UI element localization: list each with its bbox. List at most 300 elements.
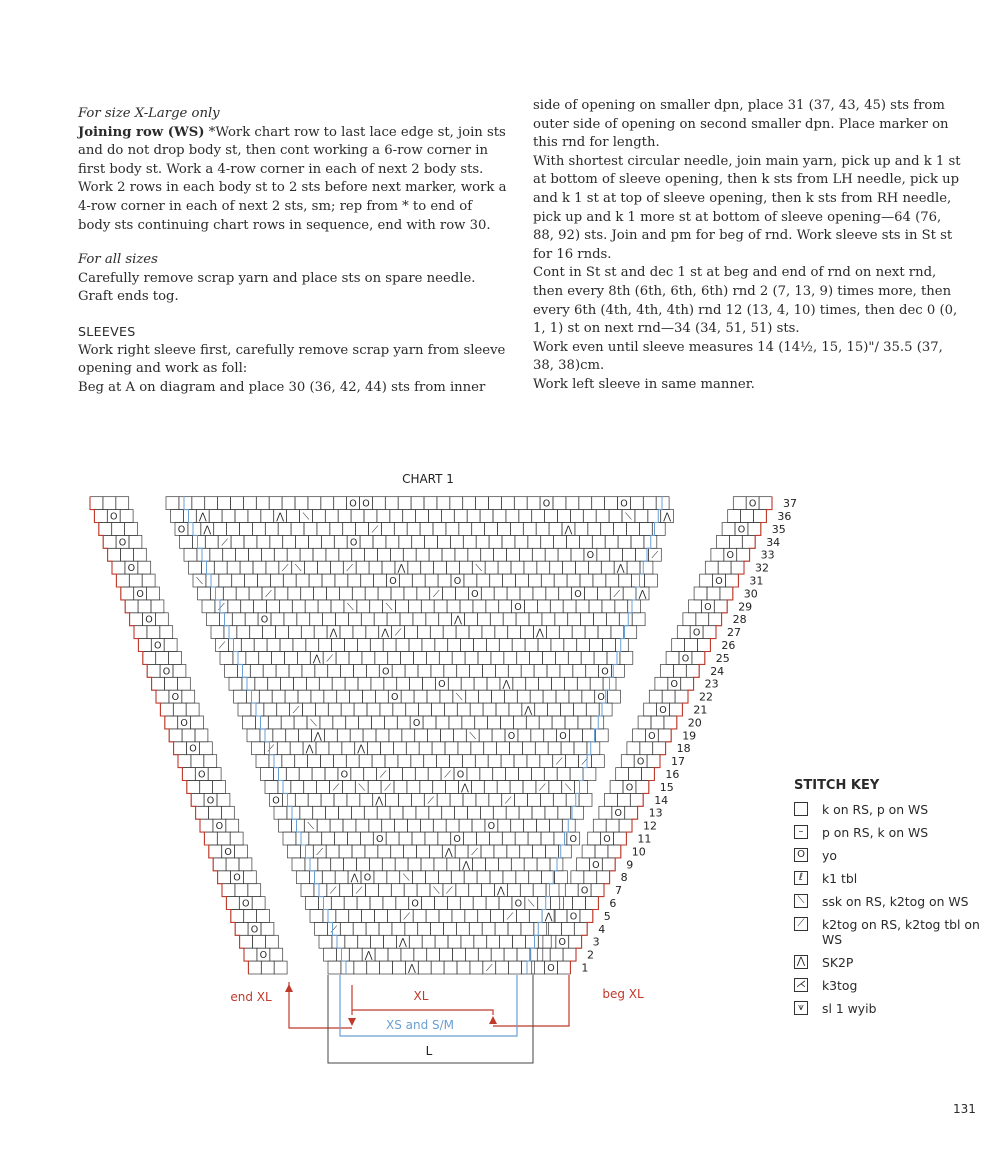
chart-cell <box>498 561 511 574</box>
row-number: 25 <box>715 651 730 665</box>
chart-cell <box>405 626 418 639</box>
chart-cell <box>520 845 533 858</box>
chart-cell <box>590 677 603 690</box>
chart-cell <box>643 497 656 510</box>
chart-cell <box>438 574 451 587</box>
chart-cell <box>576 600 589 613</box>
chart-cell <box>398 755 411 768</box>
chart-cell <box>408 819 421 832</box>
chart-cell <box>351 510 364 523</box>
chart-cell <box>272 652 285 665</box>
chart-cell <box>226 819 239 832</box>
chart-cell <box>331 600 344 613</box>
chart-cell <box>547 664 560 677</box>
chart-cell <box>578 716 591 729</box>
chart-cell <box>99 523 112 536</box>
stitch-symbol: ⟋ <box>332 782 340 794</box>
chart-cell <box>321 535 334 548</box>
chart-cell <box>309 871 322 884</box>
chart-cell <box>378 845 391 858</box>
chart-cell <box>414 652 427 665</box>
chart-cell <box>720 587 733 600</box>
chart-cell <box>261 922 274 935</box>
stitch-symbol: ⟋ <box>504 795 512 807</box>
chart-cell <box>165 716 178 729</box>
stitch-symbol: ⋀ <box>397 563 406 575</box>
chart-cell <box>333 755 346 768</box>
chart-cell <box>508 664 521 677</box>
chart-cell <box>325 510 338 523</box>
chart-cell <box>369 819 382 832</box>
chart-cell <box>700 574 713 587</box>
chart-cell <box>255 677 268 690</box>
chart-cell <box>221 806 234 819</box>
chart-cell <box>433 819 446 832</box>
chart-cell <box>588 561 601 574</box>
chart-cell <box>488 755 501 768</box>
chart-cell <box>218 497 231 510</box>
chart-cell <box>575 781 588 794</box>
chart-cell <box>417 626 430 639</box>
chart-cell <box>461 677 474 690</box>
right-text-column <box>533 97 963 395</box>
chart-cell <box>396 897 409 910</box>
chart-cell <box>465 910 478 923</box>
chart-cell <box>273 768 286 781</box>
chart-cell <box>737 548 750 561</box>
stitch-symbol: ⟍ <box>564 782 572 794</box>
chart-cell <box>408 561 421 574</box>
chart-cell <box>253 935 266 948</box>
stitch-symbol: O <box>177 524 186 536</box>
chart-cell <box>504 690 517 703</box>
chart-cell <box>237 664 250 677</box>
chart-cell <box>527 755 540 768</box>
chart-cell <box>571 871 584 884</box>
chart-cell <box>261 961 274 974</box>
chart-cell <box>224 626 237 639</box>
chart-cell <box>447 600 460 613</box>
chart-cell <box>722 523 735 536</box>
chart-cell <box>491 652 504 665</box>
chart-cell <box>394 781 407 794</box>
chart-cell <box>473 858 486 871</box>
chart-cell <box>427 948 440 961</box>
stitch-symbol: O <box>737 524 746 536</box>
chart-cell <box>538 639 551 652</box>
chart-cell <box>138 561 151 574</box>
chart-cell <box>472 523 485 536</box>
key-label: k on RS, p on WS <box>822 802 929 817</box>
chart-cell <box>580 910 593 923</box>
chart-cell <box>244 948 257 961</box>
chart-cell <box>460 897 473 910</box>
chart-cell <box>435 935 448 948</box>
chart-cell <box>524 858 537 871</box>
chart-cell <box>182 690 195 703</box>
row-number: 35 <box>771 522 786 536</box>
chart-cell <box>220 652 233 665</box>
chart-cell <box>476 535 489 548</box>
chart-cell <box>644 703 657 716</box>
chart-cell <box>555 871 568 884</box>
stitch-symbol: ⟋ <box>444 769 451 781</box>
chart-cell <box>561 742 574 755</box>
sleeve-paragraph-3: Cont in St st and dec 1 st at beg and end of rnd on next rnd, then every 8th (6th, 6th, 6th) rnd 2 (7, 13, 9) times more, then every 6th (4th, 4th, 4th) rnd 12 (13, 4, 10) times, then dec 0 (0, 1, 1) st on next rnd—34 (34, 51, 51) sts. <box>533 265 958 337</box>
chart-cell <box>537 561 550 574</box>
chart-cell <box>517 690 530 703</box>
stitch-symbol: ⋀ <box>462 859 471 871</box>
chart-cell <box>409 639 422 652</box>
chart-cell <box>681 677 694 690</box>
chart-cell <box>649 690 662 703</box>
chart-cell <box>317 523 330 536</box>
chart-cell <box>360 832 373 845</box>
chart-cell <box>638 716 651 729</box>
chart-cell <box>493 510 506 523</box>
chart-cell <box>201 561 214 574</box>
chart-cell <box>375 652 388 665</box>
chart-cell <box>125 523 138 536</box>
chart-cell <box>717 535 730 548</box>
chart-cell <box>371 935 384 948</box>
stitch-symbol: O <box>438 679 446 691</box>
chart-cell <box>571 806 584 819</box>
chart-cell <box>323 910 336 923</box>
chart-cell <box>647 755 660 768</box>
chart-cell <box>278 523 291 536</box>
chart-cell <box>438 535 451 548</box>
chart-cell <box>467 510 480 523</box>
chart-cell <box>302 664 315 677</box>
chart-cell <box>202 600 215 613</box>
chart-cell <box>606 613 619 626</box>
chart-cell <box>326 845 339 858</box>
stitch-symbol: ⟋ <box>316 846 324 858</box>
chart-cell <box>231 497 244 510</box>
chart-cell <box>582 690 595 703</box>
chart-cell <box>324 948 337 961</box>
chart-cell <box>321 793 334 806</box>
chart-cell <box>573 703 586 716</box>
stitch-symbol: O <box>362 498 370 510</box>
chart-cell <box>446 781 459 794</box>
chart-cell <box>546 587 559 600</box>
chart-cell <box>304 781 317 794</box>
chart-cell <box>586 703 599 716</box>
chart-cell <box>555 613 568 626</box>
chart-cell <box>346 755 359 768</box>
chart-cell <box>435 639 448 652</box>
chart-cell <box>339 587 352 600</box>
chart-cell <box>440 948 453 961</box>
chart-cell <box>478 652 491 665</box>
chart-cell <box>235 884 248 897</box>
stitch-symbol: O <box>259 950 268 962</box>
xs-sm-outline-right <box>527 497 662 974</box>
chart-cell <box>648 510 661 523</box>
chart-cell <box>180 535 193 548</box>
chart-cell <box>129 574 142 587</box>
chart-cell <box>250 664 263 677</box>
row-number: 33 <box>760 548 775 562</box>
stitch-symbol: O <box>363 872 372 884</box>
stitch-symbol: ⟋ <box>539 782 546 794</box>
chart-cell <box>222 884 235 897</box>
chart-cell <box>614 832 627 845</box>
chart-cell <box>271 613 284 626</box>
chart-cell <box>741 510 754 523</box>
chart-cell <box>471 781 484 794</box>
chart-cell <box>489 497 502 510</box>
chart-cell <box>461 639 474 652</box>
chart-cell <box>267 600 280 613</box>
stitch-symbol: ⟋ <box>346 563 354 575</box>
chart-cell <box>482 626 495 639</box>
stitch-symbol: ⟋ <box>379 769 387 781</box>
chart-cell <box>532 510 545 523</box>
stitch-symbol: O <box>726 550 734 562</box>
stitch-symbol: ⋀ <box>544 911 553 923</box>
stitch-symbol: ⟋ <box>432 588 440 600</box>
chart-cell <box>385 497 398 510</box>
chart-cell <box>112 561 125 574</box>
chart-cell <box>357 600 370 613</box>
stitch-symbol: ⋀ <box>312 653 321 665</box>
chart-cell <box>519 806 532 819</box>
stitch-symbol: ⋀ <box>663 511 672 523</box>
stitch-symbol: ⟋ <box>651 550 659 562</box>
chart-cell <box>179 497 192 510</box>
chart-cell <box>283 535 296 548</box>
chart-cell <box>227 561 240 574</box>
chart-cell <box>352 587 365 600</box>
chart-cell <box>321 497 334 510</box>
chart-cell <box>464 832 477 845</box>
stitch-symbol: ⟋ <box>221 537 228 549</box>
chart-cell <box>253 561 266 574</box>
chart-cell <box>567 574 580 587</box>
row-number: 19 <box>682 729 697 743</box>
chart-cell <box>489 832 502 845</box>
chart-cell <box>340 626 353 639</box>
chart-cell <box>235 510 248 523</box>
chart-cell <box>308 793 321 806</box>
chart-cell <box>609 510 622 523</box>
chart-cell <box>324 729 337 742</box>
chart-cell <box>504 652 517 665</box>
chart-cell <box>412 832 425 845</box>
chart-cell <box>564 639 577 652</box>
chart-cell <box>390 806 403 819</box>
chart-cell <box>491 910 504 923</box>
chart-cell <box>303 703 316 716</box>
stitch-symbol: ⋀ <box>536 627 544 639</box>
chart-cell <box>558 548 571 561</box>
chart-cell <box>297 613 310 626</box>
chart-cell <box>540 793 553 806</box>
chart-cell <box>342 742 355 755</box>
chart-cell <box>470 664 483 677</box>
chart-cell <box>309 574 322 587</box>
chart-cell <box>315 922 328 935</box>
chart-cell <box>483 703 496 716</box>
chart-cell <box>550 561 563 574</box>
chart-cell <box>503 613 516 626</box>
chart-cell <box>294 677 307 690</box>
stitch-symbol: ⟍ <box>402 872 410 884</box>
chart-cell <box>164 639 177 652</box>
chart-cell <box>401 948 414 961</box>
row-number: 9 <box>626 858 634 872</box>
chart-cell <box>541 832 554 845</box>
chart-cell <box>226 897 239 910</box>
chart-cell <box>399 832 412 845</box>
chart-cell <box>241 600 254 613</box>
chart-cell <box>296 832 309 845</box>
chart-cell <box>337 690 350 703</box>
chart-cell <box>549 922 562 935</box>
chart-cell <box>173 703 186 716</box>
chart-cell <box>537 948 550 961</box>
chart-cell <box>468 806 481 819</box>
chart-cell <box>218 871 231 884</box>
key-label: k2tog on RS, k2tog tbl on WS <box>822 917 980 947</box>
chart-cell <box>447 858 460 871</box>
chart-cell <box>555 652 568 665</box>
chart-cell <box>511 819 524 832</box>
chart-cell <box>318 600 331 613</box>
chart-cell <box>742 535 755 548</box>
chart-cell <box>268 677 281 690</box>
chart-cell <box>346 716 359 729</box>
chart-cell <box>592 535 605 548</box>
chart-cell <box>582 729 595 742</box>
chart-cell <box>499 600 512 613</box>
chart-cell <box>199 742 212 755</box>
chart-cell <box>419 742 432 755</box>
chart-cell <box>225 664 238 677</box>
chart-cell <box>413 910 426 923</box>
chart-cell <box>372 497 385 510</box>
chart-cell <box>322 574 335 587</box>
chart-cell <box>653 742 666 755</box>
chart-cell <box>143 652 156 665</box>
chart-cell <box>332 935 345 948</box>
chart-cell <box>249 587 262 600</box>
chart-cell <box>381 742 394 755</box>
chart-cell <box>569 935 582 948</box>
chart-cell <box>666 652 679 665</box>
key-row <box>794 978 982 993</box>
chart-cell <box>451 871 464 884</box>
chart-cell <box>450 755 463 768</box>
chart-cell <box>287 806 300 819</box>
chart-cell <box>581 652 594 665</box>
chart-cell <box>429 806 442 819</box>
chart-cell <box>408 600 421 613</box>
chart-cell <box>456 587 469 600</box>
chart-cell <box>356 523 369 536</box>
chart-cell <box>480 806 493 819</box>
stitch-symbol: ⋀ <box>305 743 314 755</box>
chart-cell <box>382 858 395 871</box>
chart-cell <box>673 664 686 677</box>
chart-cell <box>729 535 742 548</box>
stitch-symbol: O <box>224 846 232 858</box>
chart-cell <box>632 574 645 587</box>
chart-cell <box>621 755 634 768</box>
chart-cell <box>543 935 556 948</box>
chart-cell <box>475 716 488 729</box>
chart-cell <box>301 587 314 600</box>
chart-cell <box>374 574 387 587</box>
chart-cell <box>599 806 612 819</box>
chart-cell <box>313 806 326 819</box>
chart-cell <box>633 729 646 742</box>
chart-cell <box>448 935 461 948</box>
chart-cell <box>522 961 535 974</box>
chart-cell <box>394 523 407 536</box>
chart-cell <box>359 716 372 729</box>
chart-cell <box>577 677 590 690</box>
chart-cell <box>432 703 445 716</box>
chart-cell <box>543 690 556 703</box>
chart-cell <box>502 535 515 548</box>
stitch-symbol: ⟋ <box>218 601 225 613</box>
chart-cell <box>726 574 739 587</box>
chart-cell <box>521 626 534 639</box>
stitch-symbol: ⟋ <box>613 588 621 600</box>
chart-cell <box>257 535 270 548</box>
chart-cell <box>570 729 583 742</box>
chart-cell <box>261 548 274 561</box>
chart-cell <box>426 613 439 626</box>
chart-cell <box>511 858 524 871</box>
chart-cell <box>530 652 543 665</box>
stitch-key-title: STITCH KEY <box>794 778 880 793</box>
chart-cell <box>340 884 353 897</box>
chart-cell <box>282 793 295 806</box>
chart-cell <box>520 884 533 897</box>
chart-cell <box>368 742 381 755</box>
chart-cell <box>339 845 352 858</box>
chart-cell <box>342 781 355 794</box>
chart-cell <box>450 497 463 510</box>
chart-cell <box>333 716 346 729</box>
chart-cell <box>209 845 222 858</box>
chart-cell <box>404 587 417 600</box>
chart-cell <box>543 652 556 665</box>
chart-cell <box>398 497 411 510</box>
chart-cell <box>588 523 601 536</box>
chart-cell <box>217 793 230 806</box>
chart-cell <box>496 703 509 716</box>
chart-cell <box>390 768 403 781</box>
stitch-symbol: O <box>636 756 645 768</box>
k1tbl-symbol-icon: ℓ <box>794 871 808 885</box>
chart-cell <box>539 677 552 690</box>
chart-cell <box>478 910 491 923</box>
chart-cell <box>188 523 201 536</box>
chart-cell <box>579 793 592 806</box>
chart-cell <box>587 742 600 755</box>
chart-cell <box>407 523 420 536</box>
row-number: 23 <box>704 677 719 691</box>
chart-cell <box>289 664 302 677</box>
chart-cell <box>507 884 520 897</box>
chart-cell <box>379 922 392 935</box>
